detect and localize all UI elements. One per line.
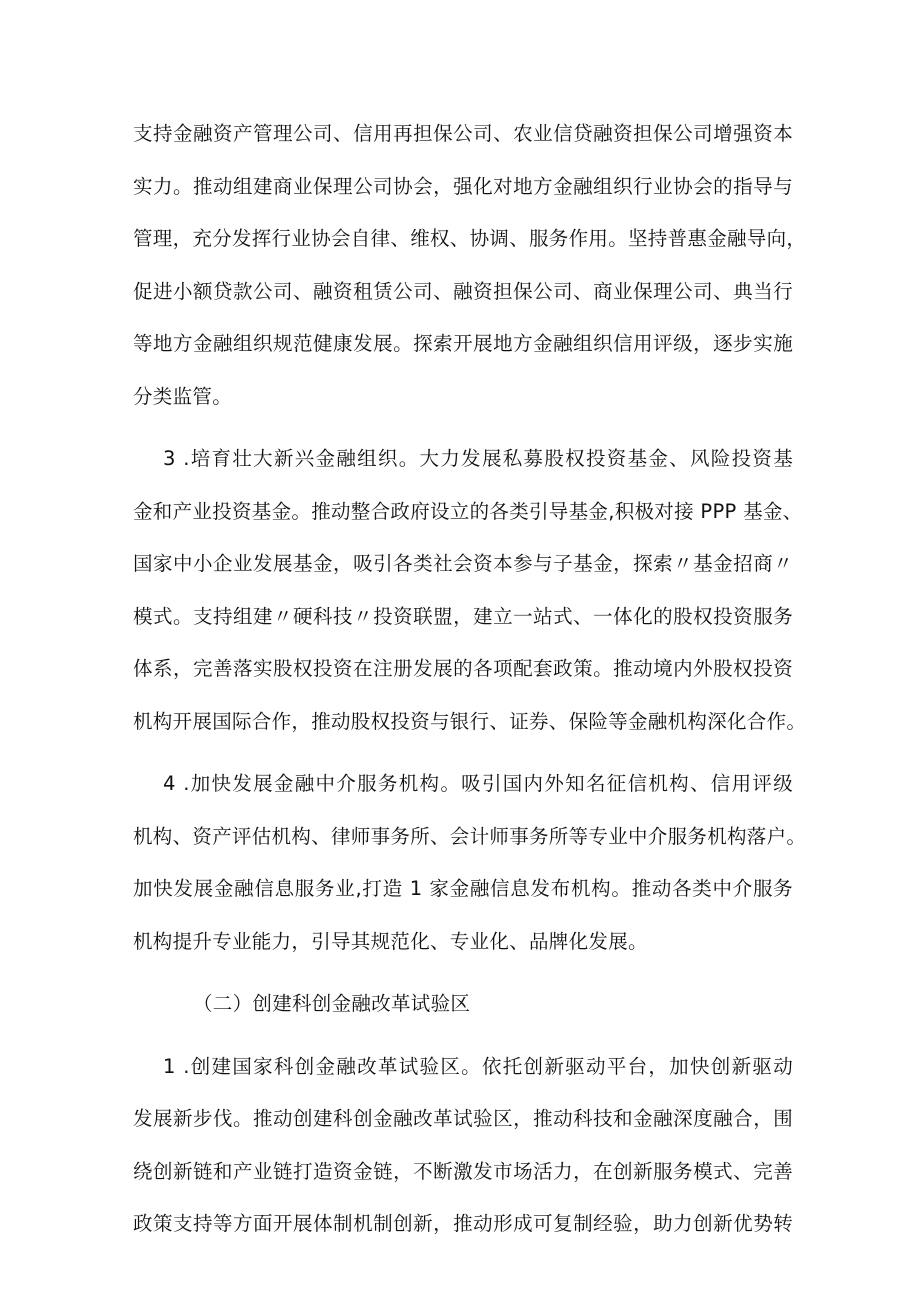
text-line: 实力。推动组建商业保理公司协会，强化对地方金融组织行业协会的指导与 [133,174,793,198]
text-line: 促进小额贷款公司、融资租赁公司、融资担保公司、商业保理公司、典当行 [133,279,793,303]
text-line: 管理，充分发挥行业协会自律、维权、协调、服务作用。坚持普惠金融导向， [133,227,807,250]
text-line: 机构提升专业能力，引导其规范化、专业化、品牌化发展。 [133,929,648,953]
text-line: 政策支持等方面开展体制机制创新，推动形成可复制经验，助力创新优势转 [133,1212,793,1235]
text-line: 分类监管。 [133,384,233,408]
paragraph-item-3 [133,433,807,748]
text-line: 体系，完善落实股权投资在注册发展的各项配套政策。推动境内外股权投资 [133,657,793,680]
text-line: 国家中小企业发展基金，吸引各类社会资本参与子基金，探索〃基金招商〃 [133,552,793,575]
section-heading: （二）创建科创金融改革试验区 [193,992,471,1015]
text-line: 等地方金融组织规范健康发展。探索开展地方金融组织信用评级，逐步实施 [133,332,793,355]
paragraph-item-1 [133,1041,793,1251]
text-line: 3 .培育壮大新兴金融组织。大力发展私募股权投资基金、风险投资基 [133,447,793,470]
paragraph-spacer [133,1031,793,1041]
text-line: 绕创新链和产业链打造资金链，不断激发市场活力，在创新服务模式、完善 [133,1159,793,1183]
paragraph-spacer [133,968,793,978]
paragraph-item-4 [133,758,807,968]
paragraph-spacer [133,748,793,758]
text-line: 金和产业投资基金。推动整合政府设立的各类引导基金,积极对接 PPP 基金、 [133,499,803,523]
text-line: 模式。支持组建〃硬科技〃投资联盟，建立一站式、一体化的股权投资服务 [133,604,793,628]
document-body [133,108,807,1251]
text-line: 机构开展国际合作，推动股权投资与银行、证券、保险等金融机构深化合作。 [133,709,807,733]
text-line: 发展新步伐。推动创建科创金融改革试验区，推动科技和金融深度融合，围 [133,1107,793,1130]
text-line: 支持金融资产管理公司、信用再担保公司、农业信贷融资担保公司增强资本 [133,122,793,145]
paragraph-financial-organizations [133,108,807,423]
text-line: 1 .创建国家科创金融改革试验区。依托创新驱动平台，加快创新驱动 [133,1054,793,1078]
paragraph-spacer [133,423,793,433]
text-line: 4 .加快发展金融中介服务机构。吸引国内外知名征信机构、信用评级 [133,772,793,795]
text-line: 加快发展金融信息服务业,打造 1 家金融信息发布机构。推动各类中介服务 [133,877,793,900]
text-line: 机构、资产评估机构、律师事务所、会计师事务所等专业中介服务机构落户。 [133,824,807,848]
